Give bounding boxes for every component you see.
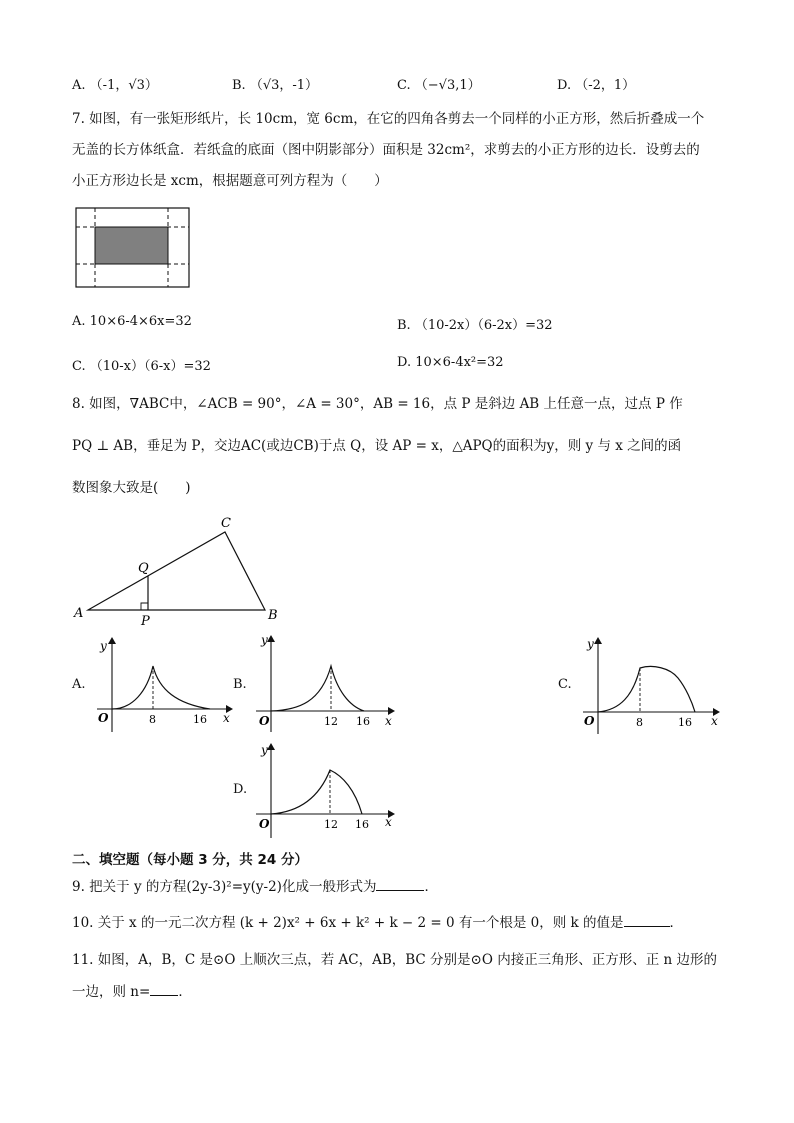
q7-line-3: 小正方形边长是 xcm，根据题意可列方程为（ ） bbox=[72, 173, 388, 189]
q8-graph-d[interactable] bbox=[251, 738, 401, 838]
q7-paper-figure bbox=[72, 205, 192, 290]
label-a: A bbox=[74, 606, 84, 621]
q8-graph-c[interactable] bbox=[578, 632, 728, 734]
tick-label-2: 16 bbox=[356, 715, 370, 728]
triangle-abc bbox=[88, 532, 265, 610]
origin-label: O bbox=[584, 714, 595, 728]
q6-option-d[interactable]: D. （-2，1） bbox=[557, 78, 636, 93]
graph-d-letter[interactable]: D. bbox=[233, 782, 248, 797]
curve bbox=[271, 666, 364, 711]
tick-label-1: 12 bbox=[324, 818, 338, 831]
q8-graph-b[interactable] bbox=[251, 630, 401, 732]
q8-line-2: PQ ⊥ AB，垂足为 P，交边AC(或边CB)于点 Q，设 AP = x，△APQ的面积为y，则 y 与 x 之间的函 bbox=[72, 438, 682, 454]
question-10: 10. 关于 x 的一元二次方程 (k + 2)x² + 6x + k² + k − 2 = 0 有一个根是 0，则 k 的值是 ． bbox=[72, 910, 683, 936]
q7-line-2: 无盖的长方体纸盒．若纸盒的底面（图中阴影部分）面积是 32cm²，求剪去的小正方形的边长．设剪去的 bbox=[72, 142, 700, 158]
q11-answer-blank[interactable] bbox=[150, 981, 178, 996]
graph-a-letter[interactable]: A. bbox=[72, 677, 86, 692]
x-label: x bbox=[385, 815, 392, 829]
y-label: y bbox=[587, 637, 594, 651]
curve bbox=[112, 666, 210, 709]
label-p: P bbox=[141, 614, 150, 628]
tick-label-1: 8 bbox=[636, 716, 643, 729]
q8-line-1: 8. 如图，∇ABC中，∠ACB = 90°，∠A = 30°，AB = 16，点 P 是斜边 AB 上任意一点，过点 P 作 bbox=[72, 396, 683, 412]
q7-option-c[interactable]: C. （10-x）（6-x）=32 bbox=[72, 359, 211, 374]
curve bbox=[598, 666, 695, 712]
q11-line-2: 一边，则 n= ． bbox=[72, 979, 192, 1005]
x-label: x bbox=[711, 714, 718, 728]
x-label: x bbox=[385, 714, 392, 728]
q7-option-b[interactable]: B. （10-2x）（6-2x）=32 bbox=[397, 318, 553, 333]
origin-label: O bbox=[259, 714, 270, 728]
q11-line-1: 11. 如图，A，B，C 是⊙O 上顺次三点，若 AC，AB，BC 分别是⊙O 内接正三角形、正方形、正 n 边形的 bbox=[72, 952, 717, 968]
q10-answer-blank[interactable] bbox=[624, 912, 670, 927]
q7-option-d[interactable]: D. 10×6-4x²=32 bbox=[397, 355, 504, 370]
shaded-base bbox=[95, 227, 168, 264]
label-c: C bbox=[221, 516, 231, 531]
y-label: y bbox=[261, 743, 268, 757]
q7-line-1: 7. 如图，有一张矩形纸片，长 10cm，宽 6cm，在它的四角各剪去一个同样的小正方形，然后折叠成一个 bbox=[72, 111, 705, 127]
y-label: y bbox=[100, 639, 107, 653]
right-angle-mark bbox=[141, 603, 148, 610]
tick-label-2: 16 bbox=[678, 716, 692, 729]
q6-option-b[interactable]: B. （√3，-1） bbox=[232, 78, 319, 93]
q6-option-c[interactable]: C. （−√3,1） bbox=[397, 78, 481, 93]
origin-label: O bbox=[259, 817, 270, 831]
tick-label-2: 16 bbox=[193, 713, 207, 726]
label-q: Q bbox=[138, 561, 149, 576]
question-9: 9. 把关于 y 的方程(2y-3)²=y(y-2)化成一般形式为 ． bbox=[72, 874, 438, 900]
tick-label-1: 12 bbox=[324, 715, 338, 728]
graph-b-letter[interactable]: B. bbox=[233, 677, 247, 692]
x-label: x bbox=[223, 711, 230, 725]
curve bbox=[271, 770, 362, 814]
q6-option-a[interactable]: A. （-1，√3） bbox=[72, 78, 158, 93]
graph-c-letter[interactable]: C. bbox=[558, 677, 572, 692]
tick-label-2: 16 bbox=[355, 818, 369, 831]
label-b: B bbox=[268, 608, 278, 623]
origin-label: O bbox=[98, 711, 109, 725]
section-2-title: 二、填空题（每小题 3 分，共 24 分） bbox=[72, 852, 308, 868]
q9-answer-blank[interactable] bbox=[376, 876, 424, 891]
q8-triangle-figure bbox=[70, 510, 285, 628]
y-label: y bbox=[261, 633, 268, 647]
q7-option-a[interactable]: A. 10×6-4×6x=32 bbox=[72, 314, 192, 329]
q8-graph-a[interactable] bbox=[92, 632, 242, 732]
tick-label-1: 8 bbox=[149, 713, 156, 726]
q8-line-3: 数图象大致是( ) bbox=[72, 480, 191, 496]
